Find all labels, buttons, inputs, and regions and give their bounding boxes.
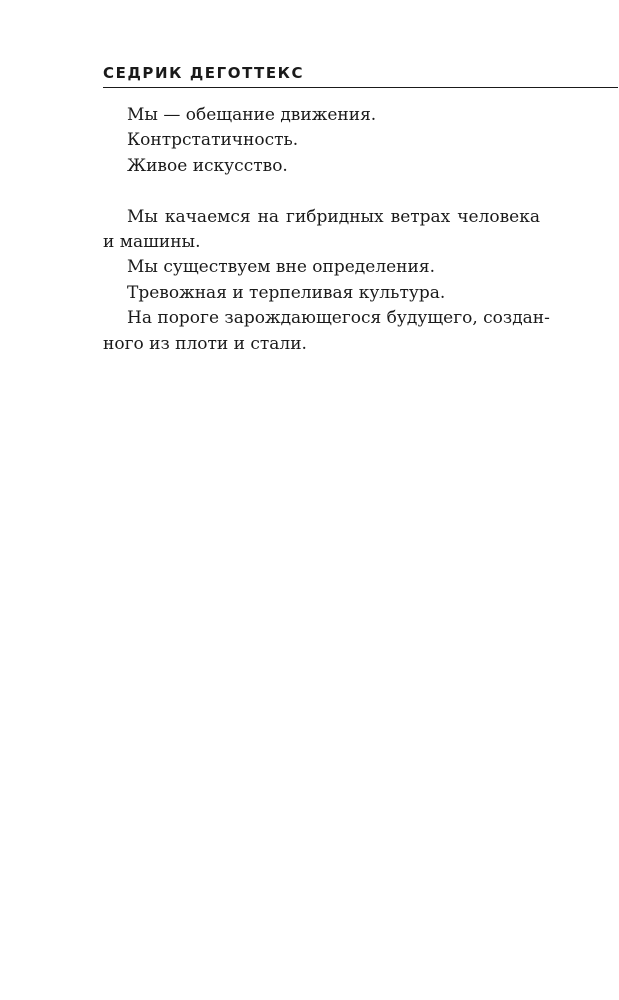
text-line: Мы — обещание движения. (127, 105, 377, 125)
text-line: Контрстатичность. (127, 130, 299, 151)
body-text (103, 103, 550, 357)
running-head: СЕДРИК ДЕГОТТЕКС (103, 64, 305, 82)
stanza-gap (103, 179, 540, 204)
text-line: Живое искусство. (127, 155, 288, 176)
text-line: Мы существуем вне определения. (127, 257, 435, 278)
text-line: Тревожная и терпеливая культура. (127, 282, 446, 303)
header-rule (103, 87, 618, 88)
text-line: и машины. (103, 232, 201, 253)
text-line: Мы качаемся на гибридных ветрах человека (127, 206, 540, 227)
text-line: На пороге зарождающегося будущего, создан- (127, 308, 550, 329)
text-line: ного из плоти и стали. (103, 333, 307, 354)
